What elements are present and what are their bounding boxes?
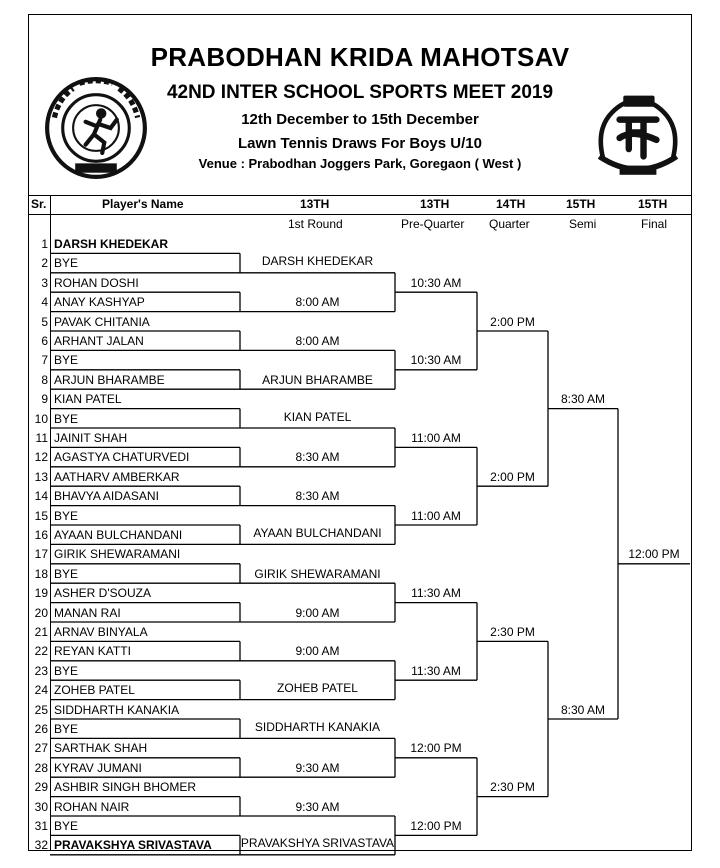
- player-name: JAINIT SHAH: [54, 431, 128, 445]
- player-name: ASHBIR SINGH BHOMER: [54, 780, 197, 795]
- player-name: ZOHEB PATEL: [54, 683, 135, 698]
- prequarter-time: 12:00 PM: [410, 819, 462, 833]
- serial-number: 22: [34, 644, 48, 659]
- round1-cell: DARSH KHEDEKAR: [261, 254, 374, 269]
- player-name: BYE: [54, 819, 79, 833]
- round1-cell: 8:00 AM: [295, 295, 340, 310]
- prequarter-time: 11:00 AM: [411, 508, 461, 523]
- player-name: BYE: [54, 566, 79, 581]
- round1-cell: 8:30 AM: [295, 450, 340, 465]
- serial-number: 31: [34, 819, 48, 833]
- player-name: ANAY KASHYAP: [54, 295, 145, 310]
- serial-column-divider: [50, 195, 51, 851]
- player-name: BYE: [54, 663, 79, 678]
- serial-number: 3: [41, 275, 48, 290]
- serial-number: 26: [34, 722, 48, 736]
- player-name: ASHER D'SOUZA: [54, 586, 151, 601]
- event-category: Lawn Tennis Draws For Boys U/10: [238, 135, 482, 152]
- event-venue: Venue : Prabodhan Joggers Park, Goregaon ( West ): [198, 156, 522, 171]
- col-round1-label: 1st Round: [288, 217, 343, 231]
- serial-number: 21: [34, 625, 48, 639]
- prequarter-time: 10:30 AM: [410, 353, 462, 368]
- serial-number: 7: [41, 353, 48, 368]
- col-semi-date: 15TH: [566, 197, 596, 211]
- serial-number: 17: [34, 547, 48, 562]
- col-semi-label: Semi: [569, 217, 597, 231]
- player-name: AYAAN BULCHANDANI: [54, 528, 183, 542]
- serial-number: 9: [41, 392, 48, 407]
- col-sr: Sr.: [31, 197, 47, 211]
- col-quarter-date: 14TH: [496, 197, 526, 211]
- serial-number: 12: [34, 450, 48, 465]
- player-name: MANAN RAI: [54, 605, 121, 620]
- prequarter-time: 11:30 AM: [411, 663, 461, 678]
- player-name: BHAVYA AIDASANI: [54, 489, 159, 504]
- player-name: BYE: [54, 353, 79, 368]
- prequarter-time: 10:30 AM: [410, 275, 462, 290]
- event-dates: 12th December to 15th December: [241, 111, 479, 128]
- round1-cell: 9:30 AM: [295, 799, 340, 814]
- player-name: ARNAV BINYALA: [54, 625, 148, 639]
- serial-number: 1: [41, 237, 48, 251]
- player-name: SIDDHARTH KANAKIA: [54, 702, 180, 717]
- player-name: GIRIK SHEWARAMANI: [54, 547, 181, 562]
- player-name: DARSH KHEDEKAR: [54, 237, 169, 251]
- player-name: KIAN PATEL: [54, 392, 122, 407]
- round1-cell: 8:30 AM: [295, 489, 340, 504]
- event-subtitle: 42ND INTER SCHOOL SPORTS MEET 2019: [166, 82, 554, 103]
- header-divider: [28, 195, 692, 196]
- serial-number: 16: [34, 528, 48, 542]
- event-title: PRABODHAN KRIDA MAHOTSAV: [150, 42, 570, 72]
- col-quarter-label: Quarter: [489, 217, 530, 231]
- serial-number: 28: [34, 760, 48, 775]
- serial-number: 30: [34, 799, 48, 814]
- round1-cell: 9:30 AM: [295, 760, 340, 775]
- final-time: 12:00 PM: [628, 547, 680, 562]
- serial-number: 27: [34, 741, 48, 756]
- krida-mahotsav-logo-icon: [44, 76, 148, 180]
- col-player-name: Player's Name: [102, 197, 184, 211]
- player-name: AGASTYA CHATURVEDI: [54, 450, 190, 465]
- player-name: PRAVAKSHYA SRIVASTAVA: [54, 838, 212, 853]
- player-name: BYE: [54, 411, 79, 426]
- col-final-label: Final: [641, 217, 668, 231]
- round1-cell: 9:00 AM: [295, 644, 340, 659]
- prequarter-time: 11:00 AM: [411, 431, 461, 445]
- semi-time: 8:30 AM: [560, 702, 606, 717]
- serial-number: 5: [41, 314, 48, 329]
- serial-number: 20: [34, 605, 48, 620]
- serial-number: 25: [34, 702, 48, 717]
- player-name: SARTHAK SHAH: [54, 741, 148, 756]
- serial-number: 32: [34, 838, 48, 853]
- player-name: REYAN KATTI: [54, 644, 131, 659]
- round1-cell: 8:00 AM: [295, 334, 340, 348]
- player-name: ROHAN NAIR: [54, 799, 130, 814]
- serial-number: 6: [41, 334, 48, 348]
- player-name: BYE: [54, 256, 79, 271]
- round1-cell: 9:00 AM: [295, 605, 340, 620]
- serial-number: 11: [35, 431, 48, 445]
- player-name: KYRAV JUMANI: [54, 760, 142, 775]
- col-round1-date: 13TH: [300, 197, 330, 211]
- player-name: BYE: [54, 722, 79, 736]
- round1-cell: ZOHEB PATEL: [277, 681, 358, 696]
- header: [28, 14, 692, 196]
- round1-cell: SIDDHARTH KANAKIA: [254, 720, 381, 734]
- player-name: PAVAK CHITANIA: [54, 314, 150, 329]
- serial-number: 18: [34, 566, 48, 581]
- player-name: BYE: [54, 508, 79, 523]
- serial-number: 4: [41, 295, 48, 310]
- col-prequarter-label: Pre-Quarter: [401, 217, 465, 231]
- serial-number: 8: [41, 372, 48, 387]
- player-name: AATHARV AMBERKAR: [54, 469, 180, 484]
- serial-number: 29: [34, 780, 48, 795]
- prequarter-time: 12:00 PM: [410, 741, 462, 756]
- prabodhan-emblem-icon: [592, 92, 684, 184]
- round1-cell: KIAN PATEL: [283, 409, 352, 424]
- quarter-time: 2:30 PM: [490, 625, 535, 639]
- quarter-time: 2:30 PM: [490, 780, 535, 795]
- quarter-time: 2:00 PM: [490, 314, 535, 329]
- serial-number: 15: [34, 508, 48, 523]
- semi-time: 8:30 AM: [560, 392, 606, 407]
- round1-cell: GIRIK SHEWARAMANI: [254, 566, 381, 581]
- serial-number: 19: [34, 586, 48, 601]
- serial-number: 23: [34, 663, 48, 678]
- col-final-date: 15TH: [638, 197, 668, 211]
- quarter-time: 2:00 PM: [490, 469, 535, 484]
- column-header-divider: [28, 214, 692, 215]
- serial-number: 2: [41, 256, 48, 271]
- serial-number: 24: [34, 683, 48, 698]
- prequarter-time: 11:30 AM: [411, 586, 461, 601]
- round1-cell: ARJUN BHARAMBE: [262, 372, 373, 387]
- col-prequarter-date: 13TH: [420, 197, 450, 211]
- player-name: ARJUN BHARAMBE: [54, 372, 165, 387]
- round1-cell: PRAVAKSHYA SRIVASTAVA: [240, 836, 395, 851]
- serial-number: 14: [34, 489, 48, 504]
- serial-number: 13: [34, 469, 48, 484]
- player-name: ROHAN DOSHI: [54, 275, 139, 290]
- serial-number: 10: [34, 411, 48, 426]
- player-name: ARHANT JALAN: [54, 334, 144, 348]
- round1-cell: AYAAN BULCHANDANI: [253, 526, 382, 540]
